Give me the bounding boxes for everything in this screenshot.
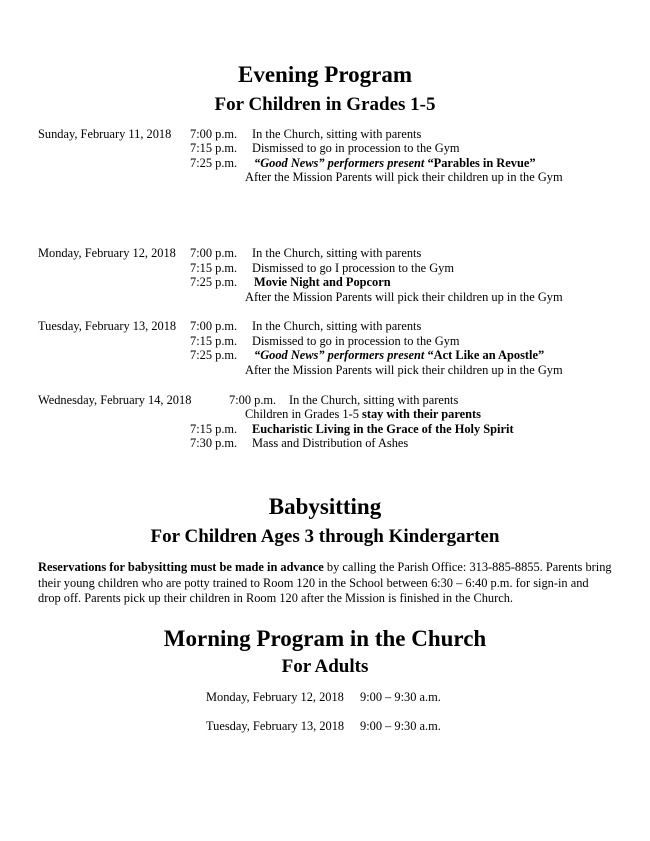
session-time: 9:00 – 9:30 a.m. [360,690,441,704]
show-title: “Parables in Revue” [427,156,536,170]
time: 7:00 p.m. [229,393,277,407]
session-date: Tuesday, February 13, 2018 [206,719,345,733]
activity: Eucharistic Living in the Grace of the Holy Spirit [252,422,514,436]
time: 7:25 p.m. [190,348,238,362]
performers-text: “Good News” performers present [254,156,428,170]
session-date: Monday, February 12, 2018 [206,690,344,704]
pickup-note: After the Mission Parents will pick their children up in the Gym [245,363,563,377]
session-time: 9:00 – 9:30 a.m. [360,719,441,733]
pickup-note: After the Mission Parents will pick their children up in the Gym [245,170,563,184]
activity: Mass and Distribution of Ashes [252,436,409,450]
reservations-body: by calling the Parish Office: 313-885-8855. Parents bring their young children who are potty trained to Room 120 in the School between 6:30 – 6:40 p.m. for sign-in and drop off. Parents pick up their children in Room 120 after the Mission is finished in the Church. [38,560,612,605]
day-date: Wednesday, February 14, 2018 [38,393,192,407]
activity [254,156,536,170]
activity: Dismissed to go in procession to the Gym [252,141,460,155]
show-title: “Act Like an Apostle” [427,348,545,362]
time: 7:15 p.m. [190,141,238,155]
activity-note [245,407,481,421]
time: 7:25 p.m. [190,275,238,289]
time: 7:15 p.m. [190,422,238,436]
activity: Dismissed to go I procession to the Gym [252,261,455,275]
morning-subtitle: For Adults [281,656,369,677]
reservations-lead: Reservations for babysitting must be made in advance [38,560,324,574]
time: 7:00 p.m. [190,319,238,333]
day-date: Monday, February 12, 2018 [38,246,176,260]
time: 7:00 p.m. [190,246,238,260]
grades-text: Children in Grades 1-5 [245,407,362,421]
evening-subtitle: For Children in Grades 1-5 [214,94,436,115]
time: 7:00 p.m. [190,127,238,141]
activity: In the Church, sitting with parents [252,319,422,333]
evening-title: Evening Program [238,62,412,87]
performers-text: “Good News” performers present [254,348,428,362]
activity [254,348,544,362]
pickup-note: After the Mission Parents will pick their children up in the Gym [245,290,563,304]
activity: In the Church, sitting with parents [252,246,422,260]
morning-title: Morning Program in the Church [163,626,487,651]
time: 7:15 p.m. [190,334,238,348]
activity: In the Church, sitting with parents [289,393,459,407]
time: 7:15 p.m. [190,261,238,275]
activity: Dismissed to go in procession to the Gym [252,334,460,348]
day-date: Sunday, February 11, 2018 [38,127,172,141]
activity: In the Church, sitting with parents [252,127,422,141]
time: 7:25 p.m. [190,156,238,170]
babysitting-subtitle: For Children Ages 3 through Kindergarten [150,526,500,547]
activity: Movie Night and Popcorn [254,275,391,289]
day-date: Tuesday, February 13, 2018 [38,319,177,333]
time: 7:30 p.m. [190,436,238,450]
stay-text: stay with their parents [362,407,481,421]
babysitting-title: Babysitting [268,494,382,519]
babysitting-paragraph [38,560,612,607]
